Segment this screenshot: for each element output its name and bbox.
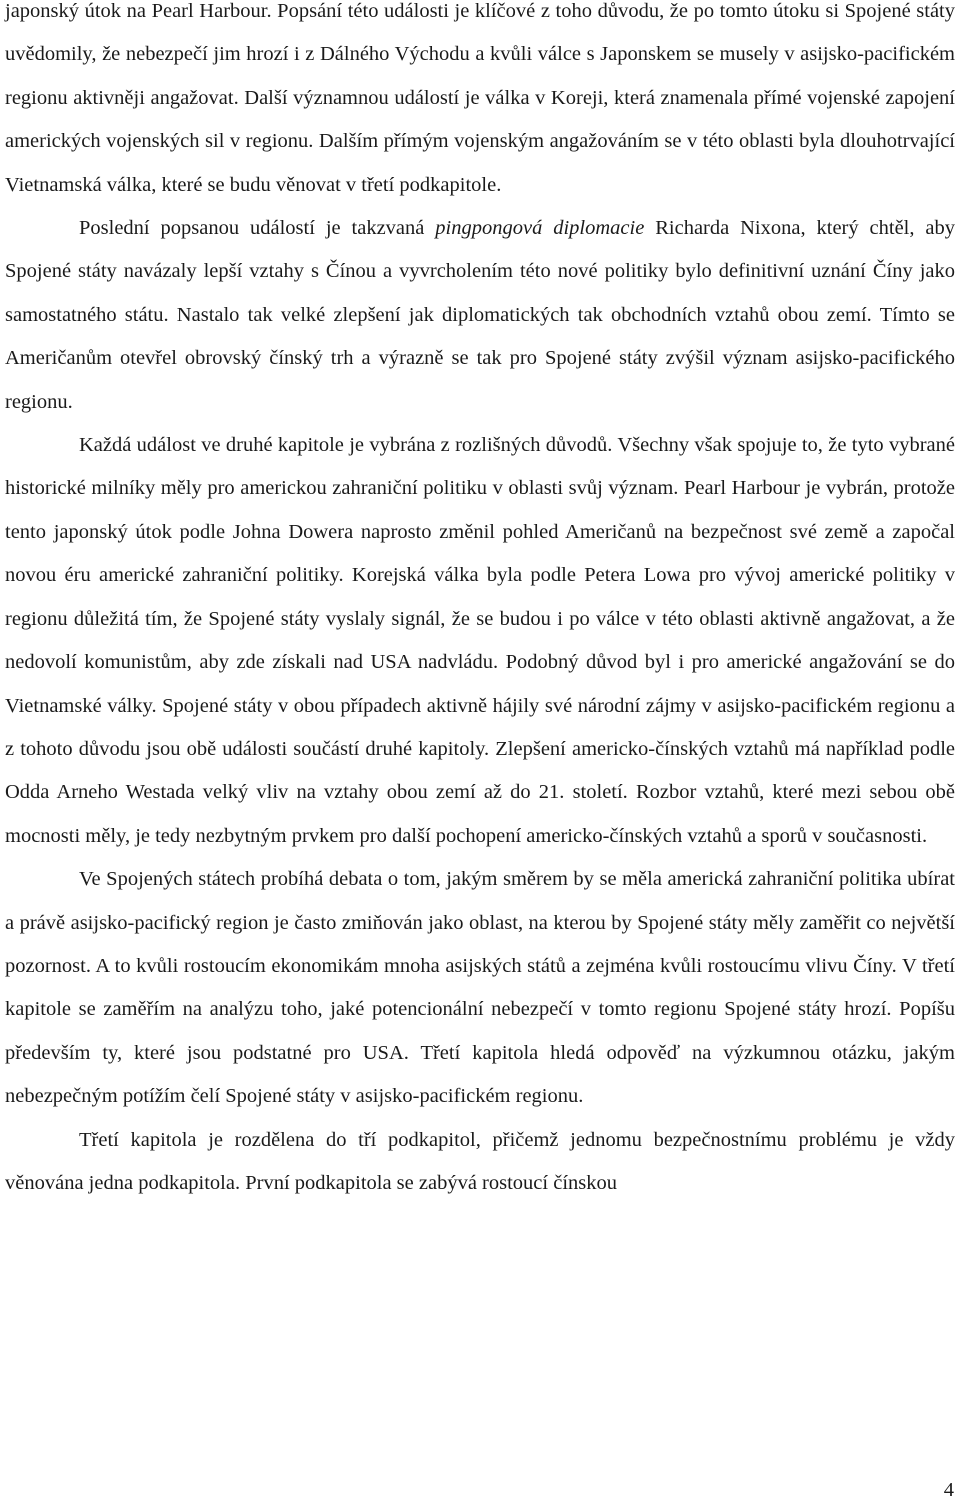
paragraph-text: Třetí kapitola je rozdělena do tří podkapitol, přičemž jednomu bezpečnostnímu problému je vždy věnována jedna podkapitola. První podkapitola se zabývá rostoucí čínskou	[5, 1128, 955, 1194]
paragraph-pingpong-diplomacy	[5, 207, 955, 424]
italic-term-pingpong-diplomacy: pingpongová diplomacie	[435, 217, 645, 240]
paragraph-text: Ve Spojených státech probíhá debata o tom, jakým směrem by se měla americká zahraniční politika ubírat a právě asijsko-pacifický region je často zmiňován jako oblast, na kterou by Spojené státy měly zaměřit co největší pozornost. A to kvůli rostoucím ekonomikám mnoha asijských států a zejména kvůli rostoucímu vlivu Číny. V třetí kapitole se zaměřím na analýzu toho, jaké potencionální nebezpečí v tomto regionu Spojené státy hrozí. Popíšu především ty, které jsou podstatné pro USA. Třetí kapitola hledá odpověď na výzkumnou otázku, jakým nebezpečným potížím čelí Spojené státy v asijsko-pacifickém regionu.	[5, 868, 955, 1108]
paragraph-text: japonský útok na Pearl Harbour. Popsání této události je klíčové z toho důvodu, že po tomto útoku si Spojené státy uvědomily, že nebezpečí jim hrozí i z Dálného Východu a kvůli válce s Japonskem se musely v asijsko-pacifickém regionu aktivněji angažovat. Další významnou událostí je válka v Koreji, která znamenala přímé vojenské zapojení amerických vojenských sil v regionu. Dalším přímým vojenským angažováním se v této oblasti byla dlouhotrvající Vietnamská válka, které se budu věnovat v třetí podkapitole.	[5, 0, 955, 196]
paragraph-text: Richarda Nixona, který chtěl, aby Spojené státy navázaly lepší vztahy s Čínou a vyvrcholením této nové politiky bylo definitivní uznání Číny jako samostatného státu. Nastalo tak velké zlepšení jak diplomatických tak obchodních vztahů obou zemí. Tímto se Američanům otevřel obrovský čínský trh a výrazně se tak pro Spojené státy zvýšil význam asijsko-pacifického regionu.	[5, 217, 956, 413]
page-number: 4	[943, 1479, 954, 1501]
document-page	[5, 0, 955, 1205]
paragraph-text: Poslední popsanou událostí je takzvaná	[79, 217, 436, 240]
paragraph-chapter-three-structure	[5, 1119, 955, 1206]
paragraph-text: Každá událost ve druhé kapitole je vybrána z rozlišných důvodů. Všechny však spojuje to, že tyto vybrané historické milníky měly pro americkou zahraniční politiku v oblasti svůj význam. Pearl Harbour je vybrán, protože tento japonský útok podle Johna Dowera naprosto změnil pohled Američanů na bezpečnost své země a započal novou éru americké zahraniční politiky. Korejská válka byla podle Petera Lowa pro vývoj americké politiky v regionu důležitá tím, že Spojené státy vyslaly signál, že se budou i po válce v této oblasti aktivně angažovat, a že nedovolí komunistům, aby zde získali nad USA nadvládu. Podobný důvod byl i pro americké angažování se do Vietnamské války. Spojené státy v obou případech aktivně hájily své národní zájmy v asijsko-pacifickém regionu a z tohoto důvodu jsou obě události součástí druhé kapitoly. Zlepšení americko-čínských vztahů má například podle Odda Arneho Westada velký vliv na vztahy obou zemí až do 21. století. Rozbor vztahů, které mezi sebou obě mocnosti měly, je tedy nezbytným prvkem pro další pochopení americko-čínských vztahů a sporů v současnosti.	[5, 434, 955, 847]
paragraph-chapter-two-reasons	[5, 424, 955, 858]
paragraph-us-debate	[5, 858, 955, 1118]
paragraph-pearl-harbour-intro	[5, 0, 955, 207]
